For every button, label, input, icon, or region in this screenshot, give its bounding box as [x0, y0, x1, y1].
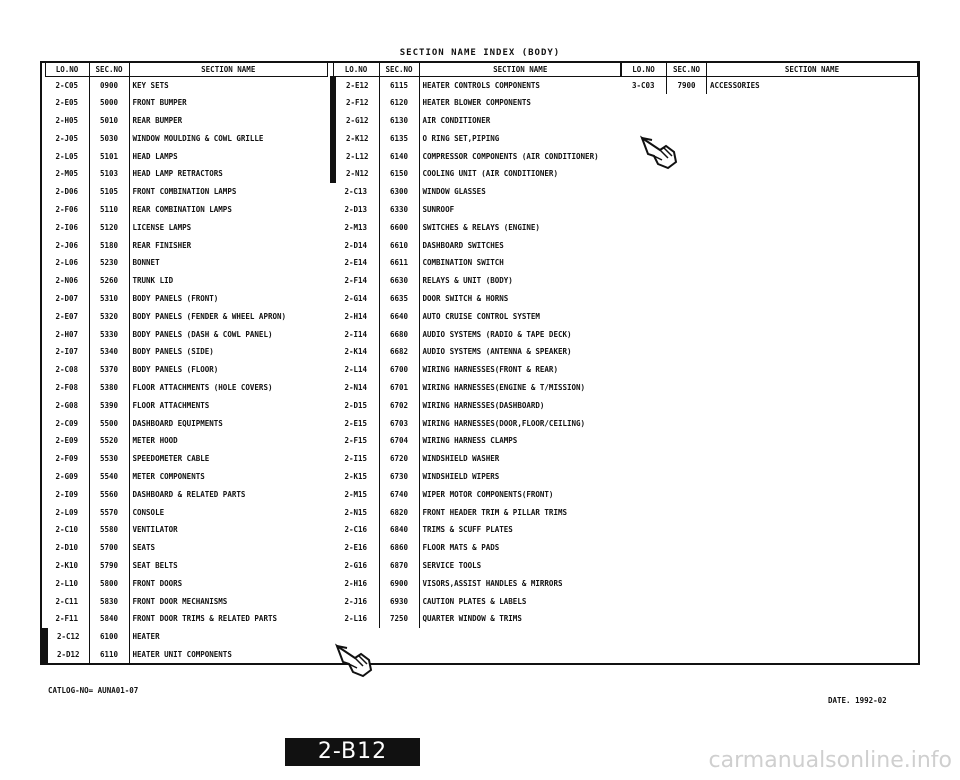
lo-number-cell: 2-J05 — [45, 130, 89, 148]
table-row — [45, 237, 328, 255]
section-name-cell: FRONT COMBINATION LAMPS — [132, 187, 237, 197]
sec-number-cell: 6300 — [379, 183, 419, 201]
lo-number-cell: 2-C10 — [45, 521, 89, 539]
lo-number-cell: 2-C13 — [333, 183, 379, 201]
sec-number-cell: 6600 — [379, 219, 419, 237]
lo-number-cell: 2-D15 — [333, 397, 379, 415]
table-row — [45, 183, 328, 201]
table-row — [333, 165, 622, 183]
sec-number-cell: 5105 — [89, 183, 129, 201]
lo-number-cell: 2-F12 — [333, 94, 379, 112]
table-row — [45, 468, 328, 486]
sec-number-cell: 5320 — [89, 308, 129, 326]
section-name-cell: BODY PANELS (SIDE) — [132, 347, 214, 357]
sec-number-cell: 6115 — [379, 77, 419, 95]
lo-number-cell: 2-M15 — [333, 486, 379, 504]
sec-number-cell: 6720 — [379, 450, 419, 468]
sec-number-cell: 6930 — [379, 593, 419, 611]
sec-number-cell: 5570 — [89, 504, 129, 522]
section-name-cell: HEATER — [132, 632, 160, 642]
lo-number-cell: 2-F09 — [45, 450, 89, 468]
sec-number-cell: 6900 — [379, 575, 419, 593]
lo-number-cell: 2-H07 — [45, 326, 89, 344]
section-name-cell: AIR CONDITIONER — [422, 115, 491, 125]
lo-number-cell: 2-C16 — [333, 521, 379, 539]
lo-number-cell: 2-D06 — [45, 183, 89, 201]
lo-number-cell: 2-L05 — [45, 148, 89, 166]
sec-number-cell: 6700 — [379, 361, 419, 379]
sec-number-cell: 6870 — [379, 557, 419, 575]
pointing-hand-icon — [333, 636, 377, 680]
section-name-cell: WIRING HARNESSES(ENGINE & T/MISSION) — [422, 382, 586, 392]
lo-number-cell: 2-L06 — [45, 254, 89, 272]
table-row — [333, 148, 622, 166]
section-name-cell: WINDSHIELD WASHER — [422, 454, 500, 464]
sec-number-cell: 5560 — [89, 486, 129, 504]
table-row — [45, 646, 328, 664]
section-name-cell: FLOOR ATTACHMENTS — [132, 400, 210, 410]
lo-number-cell: 2-C09 — [45, 415, 89, 433]
section-name-cell: SEATS — [132, 543, 156, 553]
lo-number-cell: 2-F06 — [45, 201, 89, 219]
section-name-cell: SERVICE TOOLS — [422, 560, 482, 570]
table-row — [333, 450, 622, 468]
lo-number-cell: 2-C08 — [45, 361, 89, 379]
section-name-cell: WIRING HARNESS CLAMPS — [422, 436, 518, 446]
table-row — [45, 112, 328, 130]
lo-number-cell: 2-H05 — [45, 112, 89, 130]
lo-number-cell: 2-D10 — [45, 539, 89, 557]
table-row — [333, 557, 622, 575]
lo-number-cell: 2-K14 — [333, 343, 379, 361]
section-name-cell: COMPRESSOR COMPONENTS (AIR CONDITIONER) — [422, 151, 599, 161]
table-row — [333, 272, 622, 290]
table-row — [333, 130, 622, 148]
lo-number-cell: 2-C05 — [45, 77, 89, 95]
table-row — [333, 343, 622, 361]
section-name-cell: SUNROOF — [422, 204, 455, 214]
table-row — [45, 450, 328, 468]
header-section-name: SECTION NAME — [707, 63, 918, 77]
lo-number-cell: 2-N12 — [333, 165, 379, 183]
sec-number-cell: 6630 — [379, 272, 419, 290]
header-lo-no: LO.NO — [333, 63, 379, 77]
sec-number-cell: 5540 — [89, 468, 129, 486]
table-row — [333, 486, 622, 504]
lo-number-cell: 2-F11 — [45, 610, 89, 628]
table-row — [333, 539, 622, 557]
table-row — [45, 219, 328, 237]
section-name-cell: AUTO CRUISE CONTROL SYSTEM — [422, 311, 540, 321]
table-row — [333, 397, 622, 415]
sec-number-cell: 6110 — [89, 646, 129, 664]
table-row — [45, 557, 328, 575]
sec-number-cell: 6740 — [379, 486, 419, 504]
table-row — [45, 521, 328, 539]
section-name-cell: FLOOR ATTACHMENTS (HOLE COVERS) — [132, 382, 273, 392]
lo-number-cell: 2-I07 — [45, 343, 89, 361]
sec-number-cell: 6150 — [379, 165, 419, 183]
table-row — [621, 77, 918, 95]
section-name-cell: O RING SET,PIPING — [422, 133, 500, 143]
table-row — [45, 272, 328, 290]
table-row — [45, 326, 328, 344]
sec-number-cell: 5520 — [89, 432, 129, 450]
lo-number-cell: 2-D07 — [45, 290, 89, 308]
section-name-cell: TRIMS & SCUFF PLATES — [422, 525, 513, 535]
section-name-cell: LICENSE LAMPS — [132, 222, 192, 232]
date-label: DATE. 1992-02 — [828, 696, 887, 705]
pointing-hand-icon — [638, 128, 682, 172]
lo-number-cell: 2-E05 — [45, 94, 89, 112]
table-row — [45, 254, 328, 272]
lo-number-cell: 2-K10 — [45, 557, 89, 575]
lo-number-cell: 2-D13 — [333, 201, 379, 219]
catalog-number: CATLOG-NO= AUNA01-07 — [48, 686, 139, 695]
table-row — [45, 148, 328, 166]
lo-number-cell: 2-K15 — [333, 468, 379, 486]
table-row — [45, 415, 328, 433]
header-section-name: SECTION NAME — [419, 63, 622, 77]
lo-number-cell: 2-I06 — [45, 219, 89, 237]
lo-number-cell: 2-H16 — [333, 575, 379, 593]
section-name-cell: HEATER UNIT COMPONENTS — [132, 649, 232, 659]
sec-number-cell: 6704 — [379, 432, 419, 450]
table-row — [333, 183, 622, 201]
table-row — [45, 628, 328, 646]
section-name-cell: SWITCHES & RELAYS (ENGINE) — [422, 222, 540, 232]
section-name-cell: SPEEDOMETER CABLE — [132, 454, 210, 464]
section-name-cell: WINDOW MOULDING & COWL GRILLE — [132, 133, 264, 143]
table-row — [45, 397, 328, 415]
section-name-cell: REAR COMBINATION LAMPS — [132, 204, 232, 214]
section-name-cell: HEATER CONTROLS COMPONENTS — [422, 80, 540, 90]
table-row — [45, 201, 328, 219]
lo-number-cell: 2-E15 — [333, 415, 379, 433]
sec-number-cell: 6680 — [379, 326, 419, 344]
table-row — [333, 94, 622, 112]
sec-number-cell: 5390 — [89, 397, 129, 415]
sec-number-cell: 5380 — [89, 379, 129, 397]
section-name-cell: HEAD LAMPS — [132, 151, 178, 161]
sec-number-cell: 6703 — [379, 415, 419, 433]
table-row — [45, 165, 328, 183]
lo-number-cell: 2-G16 — [333, 557, 379, 575]
page-number: 2-B12 — [285, 738, 420, 766]
table-row — [333, 237, 622, 255]
sec-number-cell: 6702 — [379, 397, 419, 415]
sec-number-cell: 5310 — [89, 290, 129, 308]
table-row — [45, 290, 328, 308]
section-name-cell: DASHBOARD EQUIPMENTS — [132, 418, 223, 428]
section-name-cell: BODY PANELS (DASH & COWL PANEL) — [132, 329, 273, 339]
index-table-2 — [330, 62, 622, 628]
table-row — [333, 254, 622, 272]
section-name-cell: BONNET — [132, 258, 160, 268]
section-name-cell: TRUNK LID — [132, 276, 174, 286]
header-sec-no: SEC.NO — [89, 63, 129, 77]
sec-number-cell: 6130 — [379, 112, 419, 130]
table-row — [45, 610, 328, 628]
section-name-cell: REAR FINISHER — [132, 240, 192, 250]
sec-number-cell: 6330 — [379, 201, 419, 219]
sec-number-cell: 6840 — [379, 521, 419, 539]
section-name-cell: REAR BUMPER — [132, 115, 183, 125]
section-name-cell: ACCESSORIES — [710, 80, 760, 90]
table-row — [333, 112, 622, 130]
lo-number-cell: 2-H14 — [333, 308, 379, 326]
sec-number-cell: 5120 — [89, 219, 129, 237]
lo-number-cell: 2-J06 — [45, 237, 89, 255]
lo-number-cell: 2-C12 — [45, 628, 89, 646]
table-row — [45, 379, 328, 397]
sec-number-cell: 5370 — [89, 361, 129, 379]
sec-number-cell: 6635 — [379, 290, 419, 308]
table-row — [45, 94, 328, 112]
sec-number-cell: 5110 — [89, 201, 129, 219]
table-row — [333, 468, 622, 486]
sec-number-cell: 6611 — [379, 254, 419, 272]
sec-number-cell: 7900 — [667, 77, 707, 95]
sec-number-cell: 5101 — [89, 148, 129, 166]
section-name-cell: METER COMPONENTS — [132, 471, 205, 481]
sec-number-cell: 5030 — [89, 130, 129, 148]
index-table-1 — [42, 62, 328, 664]
table-row — [333, 415, 622, 433]
sec-number-cell: 5230 — [89, 254, 129, 272]
table-row — [333, 504, 622, 522]
section-name-cell: WIPER MOTOR COMPONENTS(FRONT) — [422, 489, 554, 499]
sec-number-cell: 5800 — [89, 575, 129, 593]
table-row — [45, 593, 328, 611]
table-row — [333, 201, 622, 219]
sec-number-cell: 5103 — [89, 165, 129, 183]
section-name-cell: BODY PANELS (FLOOR) — [132, 365, 219, 375]
section-name-cell: DASHBOARD SWITCHES — [422, 240, 504, 250]
section-name-cell: DOOR SWITCH & HORNS — [422, 293, 509, 303]
sec-number-cell: 6730 — [379, 468, 419, 486]
sec-number-cell: 0900 — [89, 77, 129, 95]
sec-number-cell: 5260 — [89, 272, 129, 290]
table-row — [45, 539, 328, 557]
table-row — [45, 77, 328, 95]
table-row — [333, 432, 622, 450]
lo-number-cell: 2-I14 — [333, 326, 379, 344]
section-name-cell: BODY PANELS (FENDER & WHEEL APRON) — [132, 311, 287, 321]
sec-number-cell: 6860 — [379, 539, 419, 557]
sec-number-cell: 5340 — [89, 343, 129, 361]
header-sec-no: SEC.NO — [667, 63, 707, 77]
lo-number-cell: 2-M13 — [333, 219, 379, 237]
section-name-cell: HEATER BLOWER COMPONENTS — [422, 98, 531, 108]
section-name-cell: CAUTION PLATES & LABELS — [422, 596, 527, 606]
table-row — [333, 575, 622, 593]
section-name-cell: KEY SETS — [132, 80, 169, 90]
section-name-cell: WIRING HARNESSES(DOOR,FLOOR/CEILING) — [422, 418, 586, 428]
lo-number-cell: 2-E12 — [333, 77, 379, 95]
sec-number-cell: 5500 — [89, 415, 129, 433]
lo-number-cell: 2-G12 — [333, 112, 379, 130]
section-name-cell: METER HOOD — [132, 436, 178, 446]
sec-number-cell: 5580 — [89, 521, 129, 539]
sec-number-cell: 5840 — [89, 610, 129, 628]
lo-number-cell: 2-E16 — [333, 539, 379, 557]
section-name-cell: BODY PANELS (FRONT) — [132, 293, 219, 303]
table-row — [333, 290, 622, 308]
table-row — [333, 326, 622, 344]
sec-number-cell: 6701 — [379, 379, 419, 397]
table-row — [333, 593, 622, 611]
lo-number-cell: 2-D12 — [45, 646, 89, 664]
lo-number-cell: 2-L10 — [45, 575, 89, 593]
lo-number-cell: 2-E09 — [45, 432, 89, 450]
table-row — [45, 575, 328, 593]
lo-number-cell: 2-C11 — [45, 593, 89, 611]
section-name-cell: FRONT BUMPER — [132, 98, 187, 108]
table-row — [333, 379, 622, 397]
lo-number-cell: 2-E07 — [45, 308, 89, 326]
table-row — [333, 77, 622, 95]
lo-number-cell: 2-N06 — [45, 272, 89, 290]
page-title: SECTION NAME INDEX (BODY) — [399, 48, 561, 58]
table-row — [333, 308, 622, 326]
table-row — [45, 343, 328, 361]
sec-number-cell: 6610 — [379, 237, 419, 255]
section-name-cell: FRONT DOOR TRIMS & RELATED PARTS — [132, 614, 277, 624]
table-row — [333, 610, 622, 628]
lo-number-cell: 2-I15 — [333, 450, 379, 468]
lo-number-cell: 2-E14 — [333, 254, 379, 272]
section-name-cell: WIRING HARNESSES(DASHBOARD) — [422, 400, 545, 410]
sec-number-cell: 5700 — [89, 539, 129, 557]
section-name-cell: VENTILATOR — [132, 525, 178, 535]
sec-number-cell: 5330 — [89, 326, 129, 344]
section-name-cell: SEAT BELTS — [132, 560, 178, 570]
lo-number-cell: 2-G08 — [45, 397, 89, 415]
header-lo-no: LO.NO — [621, 63, 667, 77]
sec-number-cell: 5000 — [89, 94, 129, 112]
sec-number-cell: 6140 — [379, 148, 419, 166]
section-name-cell: AUDIO SYSTEMS (RADIO & TAPE DECK) — [422, 329, 572, 339]
table-row — [45, 308, 328, 326]
table-row — [45, 361, 328, 379]
lo-number-cell: 2-M05 — [45, 165, 89, 183]
table-row — [333, 361, 622, 379]
section-name-cell: COMBINATION SWITCH — [422, 258, 504, 268]
sec-number-cell: 6135 — [379, 130, 419, 148]
table-row — [333, 219, 622, 237]
lo-number-cell: 2-N14 — [333, 379, 379, 397]
lo-number-cell: 2-N15 — [333, 504, 379, 522]
watermark: carmanualsonline.info — [708, 748, 952, 773]
section-name-cell: FLOOR MATS & PADS — [422, 543, 500, 553]
table-row — [45, 432, 328, 450]
sec-number-cell: 5010 — [89, 112, 129, 130]
sec-number-cell: 5830 — [89, 593, 129, 611]
lo-number-cell: 2-D14 — [333, 237, 379, 255]
section-name-cell: FRONT DOORS — [132, 578, 183, 588]
section-name-cell: WINDSHIELD WIPERS — [422, 471, 500, 481]
section-name-cell: FRONT DOOR MECHANISMS — [132, 596, 228, 606]
table-row — [45, 130, 328, 148]
header-lo-no: LO.NO — [45, 63, 89, 77]
header-section-name: SECTION NAME — [129, 63, 328, 77]
section-name-cell: CONSOLE — [132, 507, 165, 517]
lo-number-cell: 2-F08 — [45, 379, 89, 397]
table-row — [333, 521, 622, 539]
section-name-cell: RELAYS & UNIT (BODY) — [422, 276, 513, 286]
lo-number-cell: 2-L12 — [333, 148, 379, 166]
lo-number-cell: 2-L16 — [333, 610, 379, 628]
lo-number-cell: 2-F15 — [333, 432, 379, 450]
lo-number-cell: 3-C03 — [621, 77, 667, 95]
lo-number-cell: 2-L09 — [45, 504, 89, 522]
sec-number-cell: 6682 — [379, 343, 419, 361]
section-name-cell: AUDIO SYSTEMS (ANTENNA & SPEAKER) — [422, 347, 572, 357]
table-row — [45, 486, 328, 504]
lo-number-cell: 2-G14 — [333, 290, 379, 308]
section-name-cell: WIRING HARNESSES(FRONT & REAR) — [422, 365, 558, 375]
sec-number-cell: 6640 — [379, 308, 419, 326]
lo-number-cell: 2-K12 — [333, 130, 379, 148]
sec-number-cell: 6100 — [89, 628, 129, 646]
section-name-cell: WINDOW GLASSES — [422, 187, 486, 197]
sec-number-cell: 5790 — [89, 557, 129, 575]
lo-number-cell: 2-L14 — [333, 361, 379, 379]
lo-number-cell: 2-I09 — [45, 486, 89, 504]
sec-number-cell: 6820 — [379, 504, 419, 522]
section-name-cell: FRONT HEADER TRIM & PILLAR TRIMS — [422, 507, 567, 517]
section-name-cell: COOLING UNIT (AIR CONDITIONER) — [422, 169, 558, 179]
section-name-cell: HEAD LAMP RETRACTORS — [132, 169, 223, 179]
section-name-cell: VISORS,ASSIST HANDLES & MIRRORS — [422, 578, 563, 588]
lo-number-cell: 2-G09 — [45, 468, 89, 486]
sec-number-cell: 6120 — [379, 94, 419, 112]
index-table-3 — [620, 62, 918, 94]
lo-number-cell: 2-F14 — [333, 272, 379, 290]
section-name-cell: DASHBOARD & RELATED PARTS — [132, 489, 246, 499]
sec-number-cell: 7250 — [379, 610, 419, 628]
sec-number-cell: 5530 — [89, 450, 129, 468]
table-row — [45, 504, 328, 522]
header-sec-no: SEC.NO — [379, 63, 419, 77]
lo-number-cell: 2-J16 — [333, 593, 379, 611]
section-name-cell: QUARTER WINDOW & TRIMS — [422, 614, 522, 624]
sec-number-cell: 5180 — [89, 237, 129, 255]
